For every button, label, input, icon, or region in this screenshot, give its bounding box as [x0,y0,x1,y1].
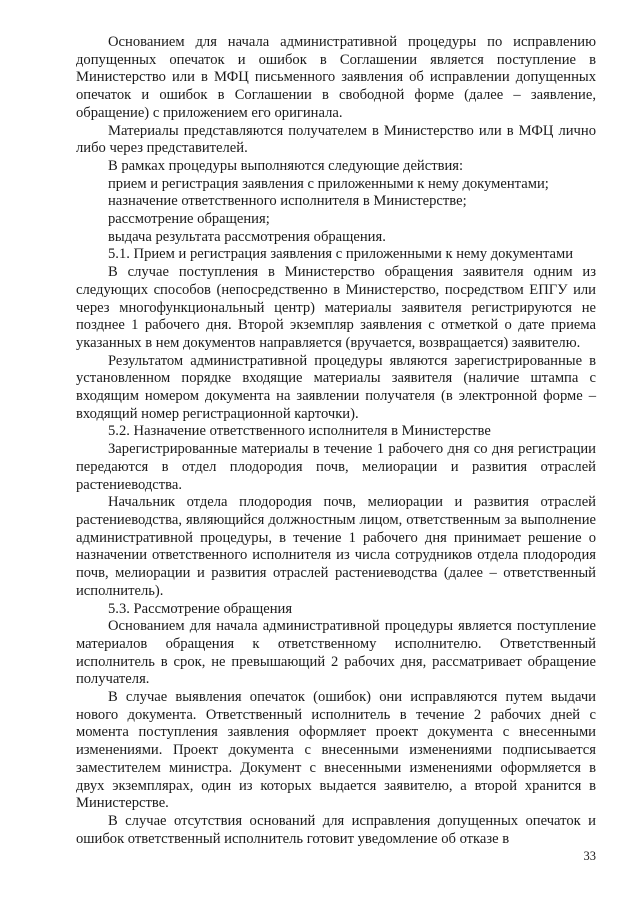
paragraph-review-basis: Основанием для начала административной процедуры является поступление материалов обращения к ответственному исполнителю. Ответственный исполнитель в срок, не превышающий 2 рабочих дня, рассматривает обращение получателя. [76,618,596,688]
paragraph-materials-submission: Материалы представляются получателем в Министерство или в МФЦ лично либо через представителей. [76,122,596,157]
page-number: 33 [583,849,596,863]
paragraph-transfer: Зарегистрированные материалы в течение 1 рабочего дня со дня регистрации передаются в отдел плодородия почв, мелиорации и развития отраслей растениеводства. [76,441,596,493]
section-heading-5-1: 5.1. Прием и регистрация заявления с приложенными к нему документами [108,246,574,263]
list-item-appointment: назначение ответственного исполнителя в Министерстве; [108,193,467,210]
paragraph-errors-found: В случае выявления опечаток (ошибок) они исправляются путем выдачи нового документа. Ответственный исполнитель в течение 2 рабочих дней с момента поступления заявления оформляет проект документа с внесенными изменениями. Проект документа с внесенными изменениями подписывается заместителем министра. Документ с внесенными изменениями оформляется в двух экземплярах, один из которых выдается заявителю, а второй хранится в Министерстве. [76,689,596,812]
paragraph-head-of-department: Начальник отдела плодородия почв, мелиорации и развития отраслей растениеводства, являющийся должностным лицом, ответственным за выполнение административной процедуры, в течение 1 рабочего дня принимает решение о назначении ответственного исполнителя из числа сотрудников отдела плодородия почв, мелиорации и развития отраслей растениеводства (далее – ответственный исполнитель). [76,494,596,599]
document-body [76,34,596,848]
paragraph-actions-intro: В рамках процедуры выполняются следующие действия: [108,157,464,174]
paragraph-basis-correction: Основанием для начала административной процедуры по исправлению допущенных опечаток и ошибок в Соглашении является поступление в Министерство или в МФЦ письменного заявления об исправлении допущенных опечаток и ошибок в Соглашении в свободной форме (далее – заявление, обращение) с приложением его оригинала. [76,34,596,121]
list-item-review: рассмотрение обращения; [108,211,270,228]
paragraph-no-grounds: В случае отсутствия оснований для исправления допущенных опечаток и ошибок ответственный исполнитель готовит уведомление об отказе в [76,812,596,847]
list-item-result: выдача результата рассмотрения обращения. [108,228,386,245]
section-heading-5-2: 5.2. Назначение ответственного исполнителя в Министерстве [108,423,491,440]
paragraph-registration-result: Результатом административной процедуры являются зарегистрированные в установленном порядке входящие материалы заявителя (наличие штампа с входящим номером документа на заявлении получателя (в электронной форме – входящий номер регистрационной карточки). [76,352,596,422]
paragraph-registration: В случае поступления в Министерство обращения заявителя одним из следующих способов (непосредственно в Министерство, посредством ЕПГУ или через многофункциональный центр) материалы заявителя регистрируются не позднее 1 рабочего дня. Второй экземпляр заявления с отметкой о дате приема указанных в нем документов направляется (вручается, возвращается) заявителю. [76,264,596,351]
list-item-reception: прием и регистрация заявления с приложенными к нему документами; [108,175,549,192]
section-heading-5-3: 5.3. Рассмотрение обращения [108,600,293,617]
